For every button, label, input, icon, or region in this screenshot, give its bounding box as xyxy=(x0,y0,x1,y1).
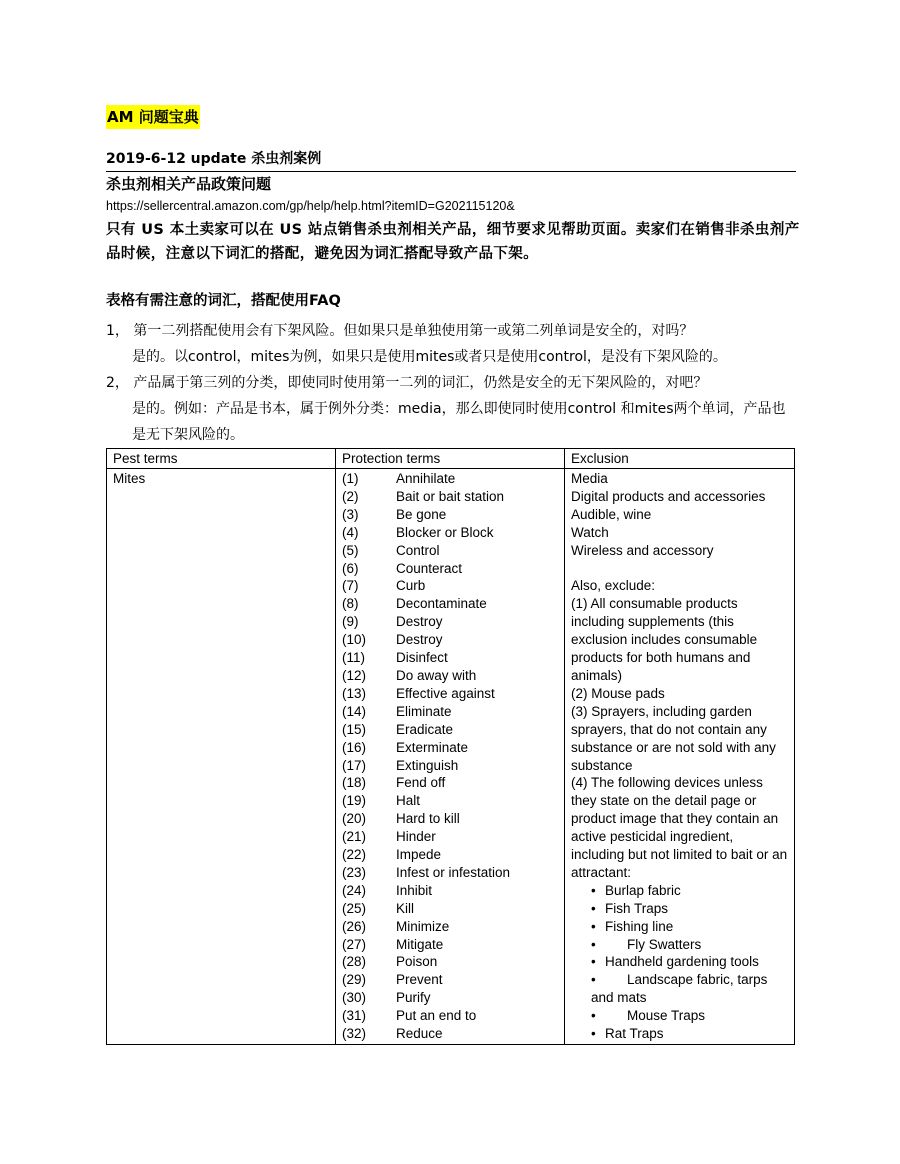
protection-term-text: Decontaminate xyxy=(396,596,487,612)
protection-term-number: (11) xyxy=(342,650,366,666)
also-exclude-label: Also, exclude: xyxy=(571,578,656,594)
protection-term-number: (8) xyxy=(342,596,359,612)
protection-term-text: Hinder xyxy=(396,829,436,845)
protection-term-text: Eliminate xyxy=(396,703,452,719)
protection-term-number: (16) xyxy=(342,739,367,755)
exclusion-rule: (1) All consumable products including supplements (this exclusion includes consumable products for both humans and animals) xyxy=(571,596,758,683)
protection-term-text: Extinguish xyxy=(396,757,459,773)
header-exclusion: Exclusion xyxy=(565,449,795,469)
device-list-text: Burlap fabric xyxy=(605,882,681,898)
protection-term-item xyxy=(342,792,558,810)
protection-term-item xyxy=(342,882,558,900)
header-protection-terms: Protection terms xyxy=(336,449,565,469)
protection-term-item xyxy=(342,864,558,882)
blank-line xyxy=(571,560,788,578)
bullet-icon: • xyxy=(591,918,596,934)
policy-notice: 只有 US 本土卖家可以在 US 站点销售杀虫剂相关产品，细节要求见帮助页面。卖家们在销售非杀虫剂产品时候，注意以下词汇的搭配，避免因为词汇搭配导致产品下架。 xyxy=(106,222,800,262)
exclusion-rules xyxy=(571,595,788,882)
bullet-icon: • xyxy=(591,1026,596,1042)
protection-term-number: (26) xyxy=(342,918,367,934)
protection-term-text: Reduce xyxy=(396,1026,443,1042)
protection-term-number: (23) xyxy=(342,864,367,880)
protection-term-text: Eradicate xyxy=(396,721,454,737)
device-list-item xyxy=(571,1007,788,1025)
protection-term-number: (31) xyxy=(342,1008,367,1024)
protection-term-item xyxy=(342,739,558,757)
protection-term-number: (27) xyxy=(342,936,367,952)
protection-term-item xyxy=(342,721,558,739)
protection-term-text: Effective against xyxy=(396,685,495,701)
terms-table xyxy=(106,448,795,1045)
policy-heading: 杀虫剂相关产品政策问题 xyxy=(106,175,272,193)
protection-term-item xyxy=(342,757,558,775)
device-list-item xyxy=(571,953,788,971)
device-list xyxy=(571,882,788,1043)
protection-term-item xyxy=(342,953,558,971)
exclusion-category: Media xyxy=(571,471,608,486)
protection-term-text: Minimize xyxy=(396,918,450,934)
protection-term-text: Hard to kill xyxy=(396,811,460,827)
protection-term-number: (20) xyxy=(342,811,367,827)
exclusion-category: Audible, wine xyxy=(571,506,652,522)
protection-term-item xyxy=(342,900,558,918)
protection-term-text: Destroy xyxy=(396,614,443,630)
protection-term-text: Bait or bait station xyxy=(396,488,505,504)
bullet-icon: • xyxy=(591,954,596,970)
protection-term-number: (13) xyxy=(342,685,367,701)
protection-term-text: Impede xyxy=(396,847,442,863)
protection-term-number: (10) xyxy=(342,632,367,648)
bullet-icon: • xyxy=(591,1008,596,1024)
protection-term-item xyxy=(342,810,558,828)
protection-term-item xyxy=(342,631,558,649)
device-list-item xyxy=(571,918,788,936)
protection-term-text: Put an end to xyxy=(396,1008,477,1024)
protection-term-text: Kill xyxy=(396,900,415,916)
device-list-text: Fish Traps xyxy=(605,900,669,916)
faq-question-2: 2， 产品属于第三列的分类，即使同时使用第一二列的词汇，仍然是安全的无下架风险的，对吧？ xyxy=(106,375,708,391)
faq-heading: 表格有需注意的词汇，搭配使用FAQ xyxy=(106,293,341,309)
exclusion-cell xyxy=(565,469,795,1045)
pest-term: Mites xyxy=(113,471,146,486)
protection-term-item xyxy=(342,506,558,524)
protection-term-number: (24) xyxy=(342,882,367,898)
exclusion-category: Digital products and accessories xyxy=(571,488,766,504)
exclusion-categories xyxy=(571,470,788,560)
protection-term-text: Curb xyxy=(396,578,426,594)
protection-term-text: Be gone xyxy=(396,506,447,522)
protection-term-number: (28) xyxy=(342,954,367,970)
device-list-text: Mouse Traps xyxy=(627,1008,706,1024)
protection-term-number: (2) xyxy=(342,488,359,504)
bullet-icon: • xyxy=(591,900,596,916)
protection-term-item xyxy=(342,846,558,864)
faq-answer-2: 是的。例如：产品是书本，属于例外分类：media，那么即使同时使用control 和mites两个单词，产品也是无下架风险的。 xyxy=(132,401,786,443)
exclusion-rule: (3) Sprayers, including garden sprayers, that do not contain any substance or are not sold with any substance xyxy=(571,703,776,773)
protection-term-item xyxy=(342,828,558,846)
header-pest-terms: Pest terms xyxy=(107,449,336,469)
protection-term-text: Blocker or Block xyxy=(396,524,494,540)
protection-term-text: Exterminate xyxy=(396,739,469,755)
protection-term-number: (14) xyxy=(342,703,367,719)
protection-term-item xyxy=(342,936,558,954)
faq-section xyxy=(106,318,796,448)
protection-term-text: Halt xyxy=(396,793,421,809)
protection-term-item xyxy=(342,774,558,792)
exclusion-rule: (4) The following devices unless they state on the detail page or product image that they contain an active pesticidal ingredient, including but not limited to bait or an attractant: xyxy=(571,775,788,880)
protection-term-number: (19) xyxy=(342,793,367,809)
protection-term-item xyxy=(342,470,558,488)
protection-term-text: Prevent xyxy=(396,972,443,988)
protection-term-text: Control xyxy=(396,542,440,558)
protection-term-item xyxy=(342,577,558,595)
protection-term-number: (21) xyxy=(342,829,367,845)
protection-term-item xyxy=(342,918,558,936)
device-list-item xyxy=(571,1025,788,1043)
protection-term-text: Destroy xyxy=(396,632,443,648)
protection-term-number: (32) xyxy=(342,1026,367,1042)
protection-term-text: Disinfect xyxy=(396,650,448,666)
device-list-text: Handheld gardening tools xyxy=(605,954,759,970)
protection-term-item xyxy=(342,685,558,703)
protection-term-item xyxy=(342,703,558,721)
protection-term-text: Inhibit xyxy=(396,882,433,898)
device-list-text: Rat Traps xyxy=(605,1026,664,1042)
faq-answer-1: 是的。以control，mites为例，如果只是使用mites或者只是使用control，是没有下架风险的。 xyxy=(132,349,727,365)
protection-term-number: (4) xyxy=(342,524,359,540)
protection-term-item xyxy=(342,488,558,506)
protection-term-number: (18) xyxy=(342,775,367,791)
protection-terms-list xyxy=(342,470,558,1043)
device-list-item xyxy=(571,936,788,954)
protection-term-text: Annihilate xyxy=(396,471,456,486)
protection-term-text: Do away with xyxy=(396,667,477,683)
protection-term-number: (15) xyxy=(342,721,367,737)
bullet-icon: • xyxy=(591,882,596,898)
protection-term-text: Fend off xyxy=(396,775,446,791)
exclusion-category: Wireless and accessory xyxy=(571,542,714,558)
device-list-item xyxy=(571,900,788,918)
device-list-text: Fishing line xyxy=(605,918,674,934)
table-row xyxy=(107,469,795,1045)
bullet-icon: • xyxy=(591,972,596,988)
bullet-icon: • xyxy=(591,936,596,952)
protection-term-text: Poison xyxy=(396,954,438,970)
document-title: AM 问题宝典 xyxy=(106,105,200,129)
protection-term-number: (6) xyxy=(342,560,359,576)
pest-terms-cell xyxy=(107,469,336,1045)
protection-term-item xyxy=(342,595,558,613)
protection-term-number: (1) xyxy=(342,471,359,486)
protection-term-number: (7) xyxy=(342,578,359,594)
protection-term-text: Counteract xyxy=(396,560,463,576)
protection-term-text: Infest or infestation xyxy=(396,864,511,880)
exclusion-category: Watch xyxy=(571,524,609,540)
protection-term-number: (3) xyxy=(342,506,359,522)
protection-term-number: (9) xyxy=(342,614,359,630)
protection-term-item xyxy=(342,667,558,685)
protection-term-item xyxy=(342,613,558,631)
protection-term-item xyxy=(342,560,558,578)
protection-term-number: (12) xyxy=(342,667,367,683)
protection-term-number: (25) xyxy=(342,900,367,916)
protection-term-number: (17) xyxy=(342,757,367,773)
table-header-row xyxy=(107,449,795,469)
device-list-text: Fly Swatters xyxy=(627,936,702,952)
device-list-text: Landscape fabric, tarps and mats xyxy=(591,972,768,1006)
protection-term-item xyxy=(342,1007,558,1025)
device-list-item xyxy=(571,971,788,1007)
protection-term-item xyxy=(342,989,558,1007)
protection-term-item xyxy=(342,1025,558,1043)
protection-term-number: (30) xyxy=(342,990,367,1006)
faq-question-1: 1， 第一二列搭配使用会有下架风险。但如果只是单独使用第一或第二列单词是安全的，对吗？ xyxy=(106,323,694,339)
device-list-item xyxy=(571,882,788,900)
protection-terms-cell xyxy=(336,469,565,1045)
protection-term-item xyxy=(342,649,558,667)
protection-term-text: Purify xyxy=(396,990,431,1006)
update-heading: 2019-6-12 update 杀虫剂案例 xyxy=(106,148,796,172)
protection-term-item xyxy=(342,524,558,542)
protection-term-item xyxy=(342,542,558,560)
protection-term-number: (29) xyxy=(342,972,367,988)
policy-url[interactable]: https://sellercentral.amazon.com/gp/help/help.html?itemID=G202115120& xyxy=(106,199,515,213)
protection-term-item xyxy=(342,971,558,989)
protection-term-number: (22) xyxy=(342,847,367,863)
protection-term-text: Mitigate xyxy=(396,936,444,952)
protection-term-number: (5) xyxy=(342,542,359,558)
exclusion-rule: (2) Mouse pads xyxy=(571,685,665,701)
